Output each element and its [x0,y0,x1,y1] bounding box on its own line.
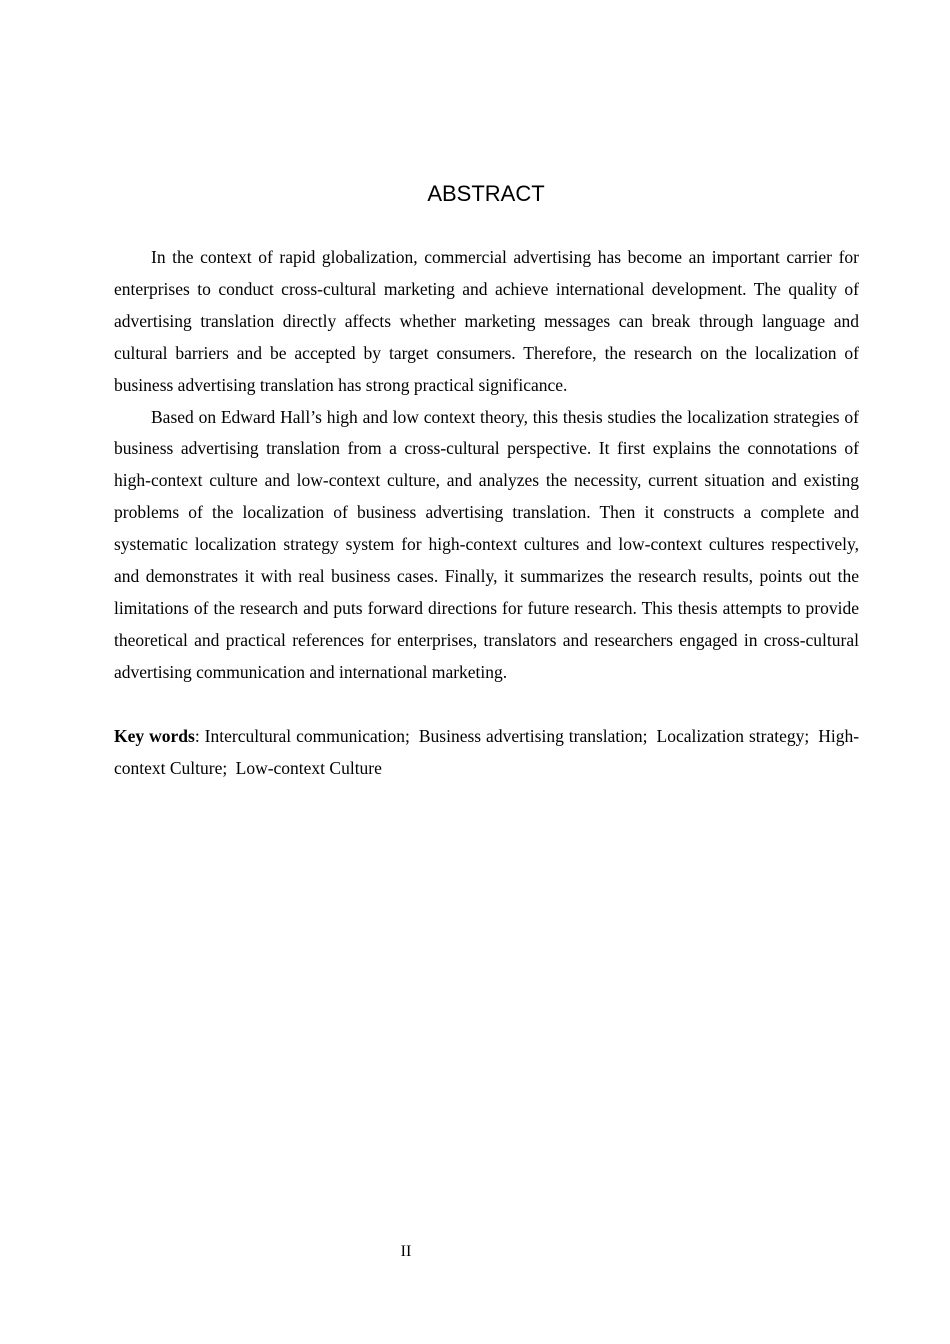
keyword-item: High-context Culture; [114,725,860,778]
abstract-paragraph-1: In the context of rapid globalization, commercial advertising has become an important carrier for enterprises to conduct cross-cultural marketing and achieve international development. The quality of advertising translation directly affects whether marketing messages can break through language and cultural barriers and be accepted by target consumers. Therefore, the research on the localization of business advertising translation has strong practical significance. [114,247,859,395]
abstract-body [114,242,859,785]
page-number: II [400,1243,412,1260]
keyword-item: Business advertising translation; [418,725,648,746]
keywords-separator: : [194,725,200,746]
keyword-item: Localization strategy; [656,725,810,746]
abstract-paragraph-2: Based on Edward Hall’s high and low context theory, this thesis studies the localization strategies of business advertising translation from a cross-cultural perspective. It first explains the connotations of high-context culture and low-context culture, and analyzes the necessity, current situation and existing problems of the localization of business advertising translation. Then it constructs a complete and systematic localization strategy system for high-context cultures and low-context cultures respectively, and demonstrates it with real business cases. Finally, it summarizes the research results, points out the limitations of the research and puts forward directions for future research. This thesis attempts to provide theoretical and practical references for enterprises, translators and researchers engaged in cross-cultural advertising communication and international marketing. [114,406,859,682]
abstract-title: ABSTRACT [427,181,545,206]
keywords-label: Key words [114,725,195,746]
keyword-item: Low-context Culture [235,757,382,778]
keywords-line [114,721,859,785]
keyword-item: Intercultural communication; [204,725,410,746]
